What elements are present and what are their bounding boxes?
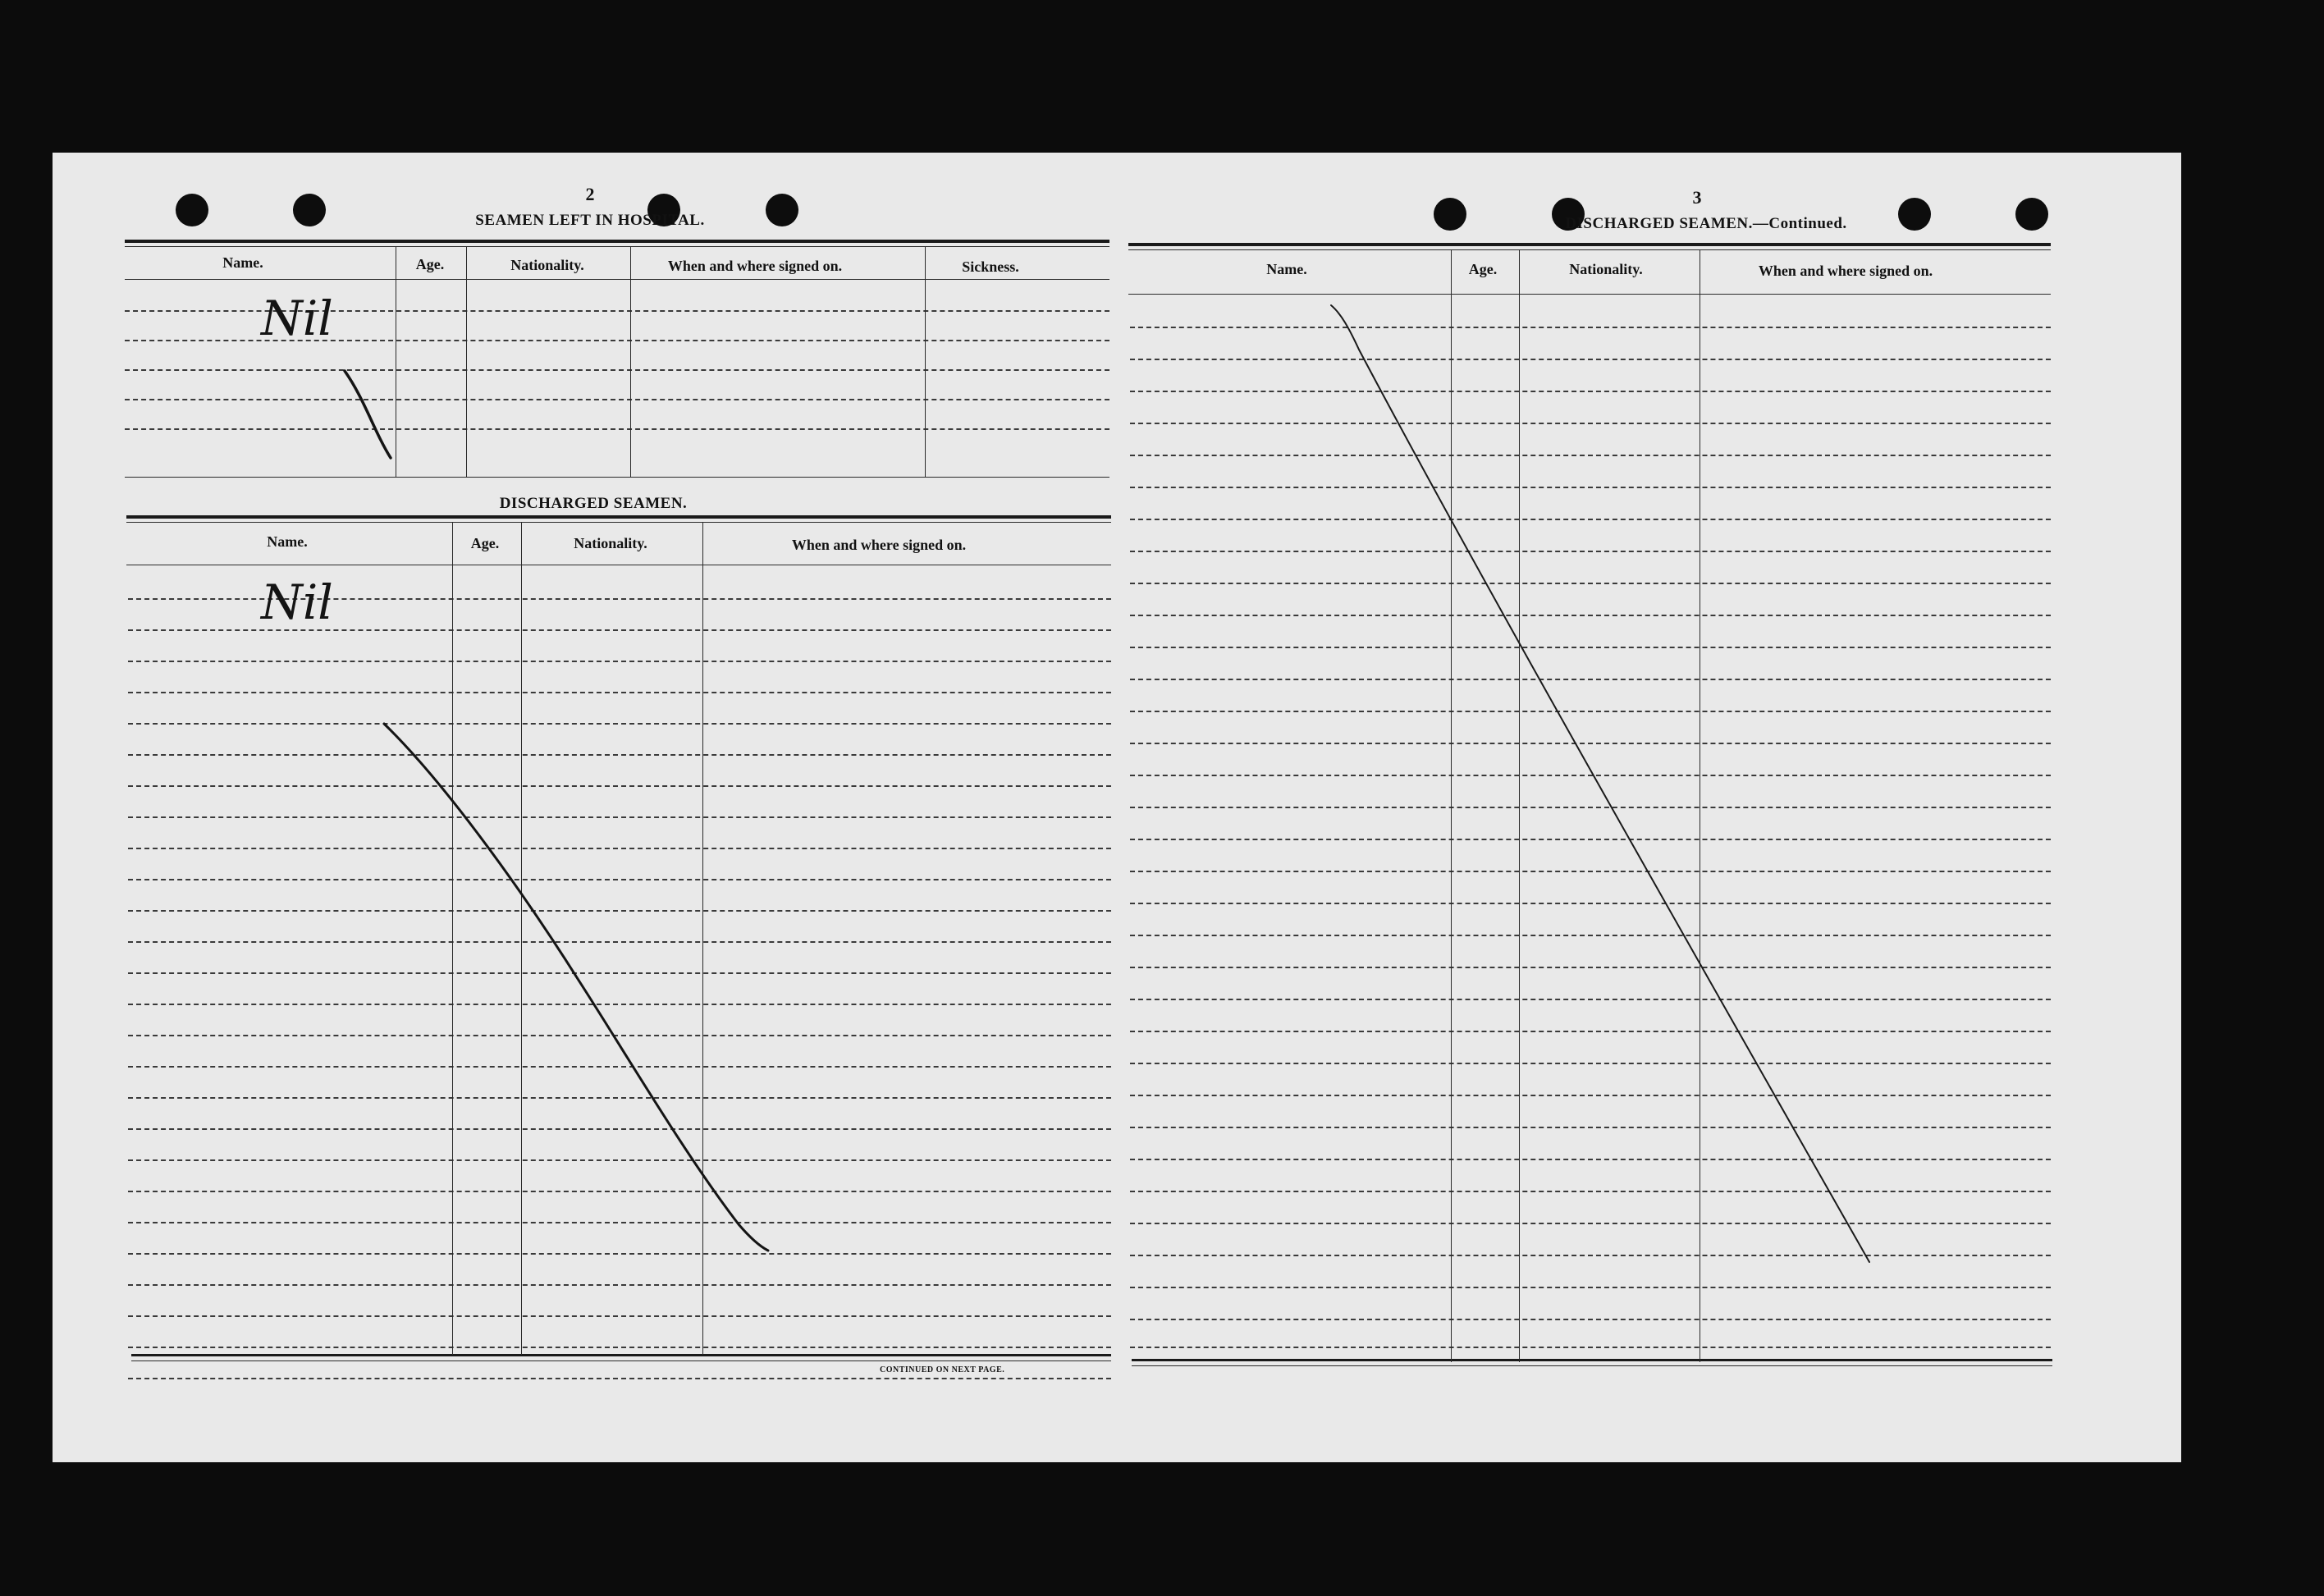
section-title-discharged-continued: DISCHARGED SEAMEN.—Continued. bbox=[1565, 215, 1847, 232]
continued-footnote: CONTINUED ON NEXT PAGE. bbox=[880, 1365, 1005, 1374]
entry-line bbox=[1130, 455, 2051, 456]
entry-line bbox=[128, 692, 1111, 693]
entry-line bbox=[125, 369, 1109, 371]
column-divider bbox=[466, 246, 467, 477]
entry-line bbox=[128, 754, 1111, 756]
entry-line bbox=[128, 1004, 1111, 1005]
entry-line bbox=[1130, 1287, 2051, 1288]
entry-line bbox=[1130, 327, 2051, 328]
header-underline bbox=[125, 279, 1109, 280]
entry-line bbox=[1130, 423, 2051, 424]
column-header-nationality: Nationality. bbox=[1569, 261, 1643, 277]
punch-hole-icon bbox=[2015, 198, 2048, 231]
table-bottom-rule bbox=[131, 1354, 1111, 1356]
column-header-age: Age. bbox=[470, 535, 500, 551]
entry-line bbox=[128, 1378, 1111, 1379]
entry-line bbox=[1130, 519, 2051, 520]
table-top-rule bbox=[126, 515, 1111, 519]
entry-line bbox=[1130, 1223, 2051, 1224]
punch-hole-icon bbox=[1898, 198, 1931, 231]
column-divider bbox=[521, 522, 522, 1355]
entry-line bbox=[1130, 711, 2051, 712]
table-top-rule bbox=[126, 522, 1111, 523]
entry-line bbox=[1130, 807, 2051, 808]
entry-line bbox=[1130, 1191, 2051, 1192]
entry-line bbox=[128, 1097, 1111, 1099]
entry-line bbox=[1130, 551, 2051, 552]
handwritten-entry-nil: Nil bbox=[261, 574, 333, 630]
entry-line bbox=[1130, 615, 2051, 616]
entry-line bbox=[128, 848, 1111, 849]
entry-line bbox=[128, 816, 1111, 818]
column-header-sickness: Sickness. bbox=[962, 258, 1019, 275]
entry-line bbox=[1130, 743, 2051, 744]
entry-line bbox=[128, 661, 1111, 662]
column-header-signed-on: When and where signed on. bbox=[667, 258, 843, 274]
page-number: 2 bbox=[585, 184, 595, 204]
entry-line bbox=[1130, 903, 2051, 904]
entry-line bbox=[1130, 391, 2051, 392]
column-header-nationality: Nationality. bbox=[510, 257, 584, 273]
column-divider bbox=[630, 246, 631, 477]
entry-line bbox=[1130, 1127, 2051, 1128]
ledger-sheet bbox=[53, 153, 2181, 1462]
entry-line bbox=[128, 1284, 1111, 1286]
table-top-rule bbox=[1128, 243, 2051, 246]
table-bottom-rule bbox=[1132, 1359, 2052, 1361]
entry-line bbox=[128, 1315, 1111, 1317]
entry-line bbox=[1130, 359, 2051, 360]
entry-line bbox=[128, 785, 1111, 787]
column-divider bbox=[925, 246, 926, 477]
table-top-rule bbox=[1128, 249, 2051, 250]
entry-line bbox=[1130, 679, 2051, 680]
entry-line bbox=[1130, 583, 2051, 584]
column-header-signed-on: When and where signed on. bbox=[791, 537, 967, 553]
section-title-discharged: DISCHARGED SEAMEN. bbox=[499, 495, 688, 512]
entry-line bbox=[128, 910, 1111, 912]
entry-line bbox=[128, 1253, 1111, 1255]
column-header-age: Age. bbox=[1468, 261, 1498, 277]
punch-hole-icon bbox=[293, 194, 326, 226]
column-header-nationality: Nationality. bbox=[574, 535, 647, 551]
punch-hole-icon bbox=[1434, 198, 1466, 231]
column-header-name: Name. bbox=[267, 533, 308, 550]
column-header-age: Age. bbox=[415, 256, 445, 272]
entry-line bbox=[1130, 967, 2051, 968]
entry-line bbox=[1130, 487, 2051, 488]
entry-line bbox=[128, 972, 1111, 974]
left-page bbox=[53, 153, 1117, 1462]
entry-line bbox=[1130, 1319, 2051, 1320]
table-top-rule bbox=[125, 240, 1109, 243]
column-header-signed-on: When and where signed on. bbox=[1758, 263, 1933, 279]
entry-line bbox=[1130, 647, 2051, 648]
entry-line bbox=[128, 1191, 1111, 1192]
entry-line bbox=[128, 723, 1111, 725]
entry-line bbox=[128, 1347, 1111, 1348]
entry-line bbox=[128, 1222, 1111, 1223]
header-underline bbox=[1128, 294, 2051, 295]
entry-line bbox=[128, 1159, 1111, 1161]
column-divider bbox=[1451, 249, 1452, 1362]
punch-hole-icon bbox=[766, 194, 798, 226]
entry-line bbox=[1130, 1255, 2051, 1256]
column-header-name: Name. bbox=[222, 254, 263, 271]
entry-line bbox=[128, 941, 1111, 943]
entry-line bbox=[1130, 871, 2051, 872]
table-bottom-rule bbox=[1132, 1365, 2052, 1366]
entry-line bbox=[1130, 1159, 2051, 1160]
column-divider bbox=[702, 522, 703, 1355]
entry-line bbox=[128, 879, 1111, 880]
entry-line bbox=[1130, 999, 2051, 1000]
punch-hole-icon bbox=[176, 194, 208, 226]
right-page bbox=[1117, 153, 2181, 1462]
entry-line bbox=[1130, 1063, 2051, 1064]
column-divider bbox=[1519, 249, 1520, 1362]
entry-line bbox=[1130, 1347, 2051, 1348]
column-header-name: Name. bbox=[1266, 261, 1307, 277]
entry-line bbox=[125, 428, 1109, 430]
entry-line bbox=[125, 399, 1109, 400]
table-bottom-rule bbox=[131, 1360, 1111, 1361]
table-top-rule bbox=[125, 246, 1109, 247]
entry-line bbox=[128, 1035, 1111, 1036]
entry-line bbox=[1130, 935, 2051, 936]
entry-line bbox=[128, 1066, 1111, 1068]
entry-line bbox=[1130, 1031, 2051, 1032]
page-number: 3 bbox=[1692, 187, 1702, 208]
table-bottom-rule bbox=[125, 477, 1109, 478]
entry-line bbox=[1130, 775, 2051, 776]
handwritten-entry-nil: Nil bbox=[261, 290, 333, 346]
entry-line bbox=[1130, 839, 2051, 840]
section-title-hospital: SEAMEN LEFT IN HOSPITAL. bbox=[475, 212, 705, 229]
entry-line bbox=[128, 1128, 1111, 1130]
column-divider bbox=[452, 522, 453, 1355]
entry-line bbox=[1130, 1095, 2051, 1096]
